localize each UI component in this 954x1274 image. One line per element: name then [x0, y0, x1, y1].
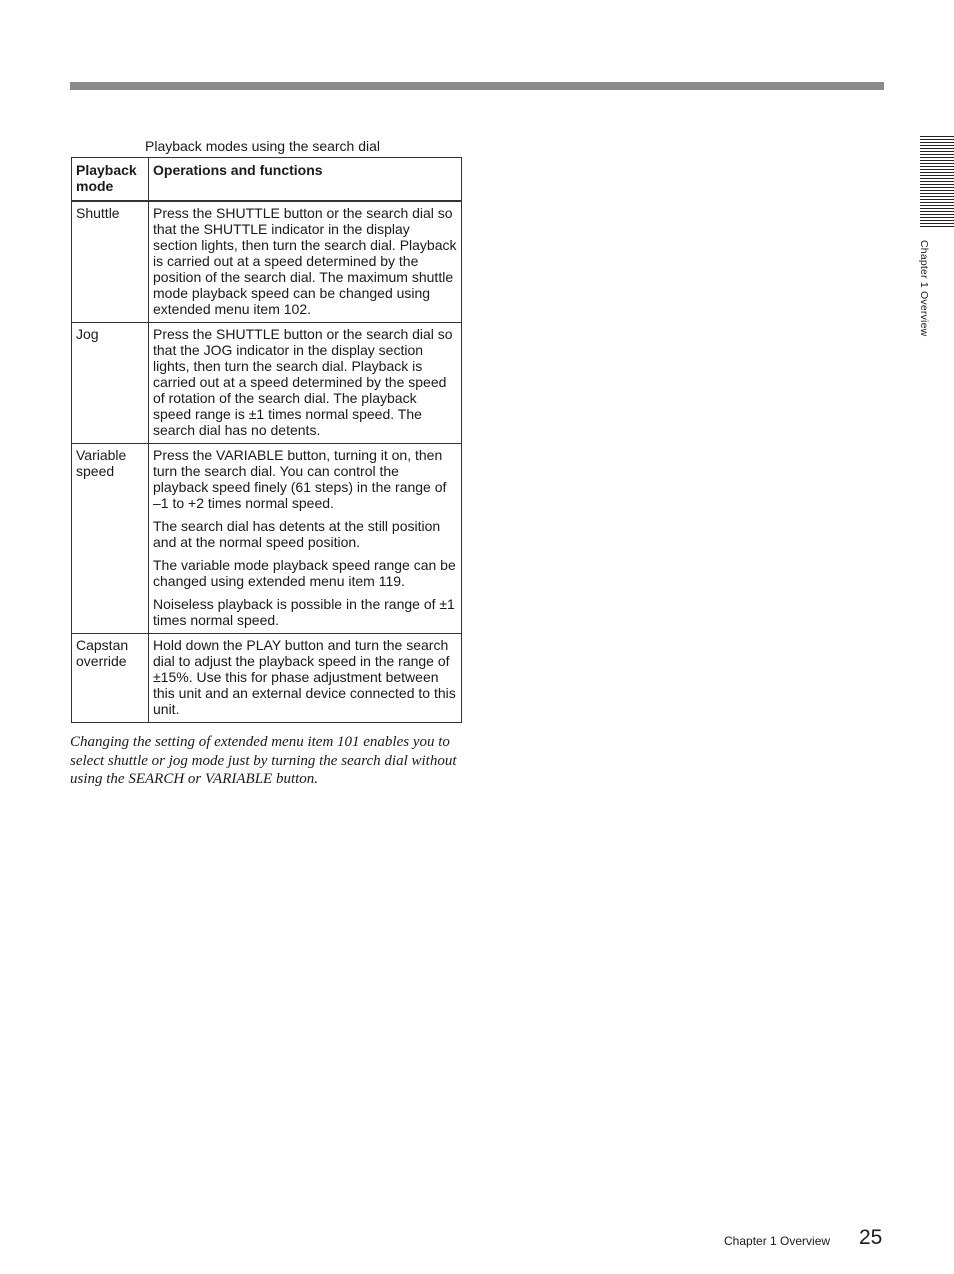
- playback-modes-table: [71, 157, 462, 723]
- italic-note: Changing the setting of extended menu item 101 enables you to select shuttle or jog mode just by turning the search dial without using the SEARCH or VARIABLE button.: [70, 734, 457, 787]
- table-caption: Playback modes using the search dial: [145, 138, 381, 154]
- operations-paragraph: Noiseless playback is possible in the range of ±1 times normal speed.: [153, 596, 455, 628]
- operations-cell: [149, 444, 462, 634]
- column-header-operations: Operations and functions: [149, 158, 462, 202]
- operations-paragraph: The search dial has detents at the still position and at the normal speed position.: [153, 518, 441, 550]
- column-header-mode: Playback mode: [72, 158, 149, 202]
- mode-cell: Variable speed: [72, 444, 149, 634]
- operations-cell: [149, 323, 462, 444]
- mode-cell: Shuttle: [72, 201, 149, 323]
- table-row-jog: [72, 323, 462, 444]
- chapter-thumb-tab: [920, 136, 954, 228]
- header-rule: [70, 82, 884, 90]
- page-number: 25: [859, 1226, 883, 1249]
- operations-paragraph: Hold down the PLAY button and turn the search dial to adjust the playback speed in the range of ±15%. Use this for phase adjustment between this unit and an external device connected to this unit.: [153, 637, 456, 717]
- operations-paragraph: Press the SHUTTLE button or the search dial so that the JOG indicator in the display section lights, then turn the search dial. Playback is carried out at a speed determined by the speed of rotation of the search dial. The playback speed range is ±1 times normal speed. The search dial has no detents.: [153, 326, 453, 438]
- footer-chapter-label: Chapter 1 Overview: [724, 1234, 831, 1248]
- operations-paragraph: Press the VARIABLE button, turning it on, then turn the search dial. You can control the playback speed finely (61 steps) in the range of –1 to +2 times normal speed.: [153, 447, 447, 511]
- mode-cell: Jog: [72, 323, 149, 444]
- side-chapter-label: Chapter 1 Overview: [918, 240, 930, 337]
- mode-cell: Capstan override: [72, 634, 149, 723]
- operations-cell: [149, 634, 462, 723]
- table-row-variable-speed: [72, 444, 462, 634]
- table-row-shuttle: [72, 201, 462, 323]
- table-header-row: [72, 158, 462, 202]
- operations-paragraph: Press the SHUTTLE button or the search dial so that the SHUTTLE indicator in the display section lights, then turn the search dial. Playback is carried out at a speed determined by the position of the search dial. The maximum shuttle mode playback speed can be changed using extended menu item 102.: [153, 205, 457, 317]
- operations-cell: [149, 201, 462, 323]
- operations-paragraph: The variable mode playback speed range can be changed using extended menu item 119.: [153, 557, 456, 589]
- table-row-capstan-override: [72, 634, 462, 723]
